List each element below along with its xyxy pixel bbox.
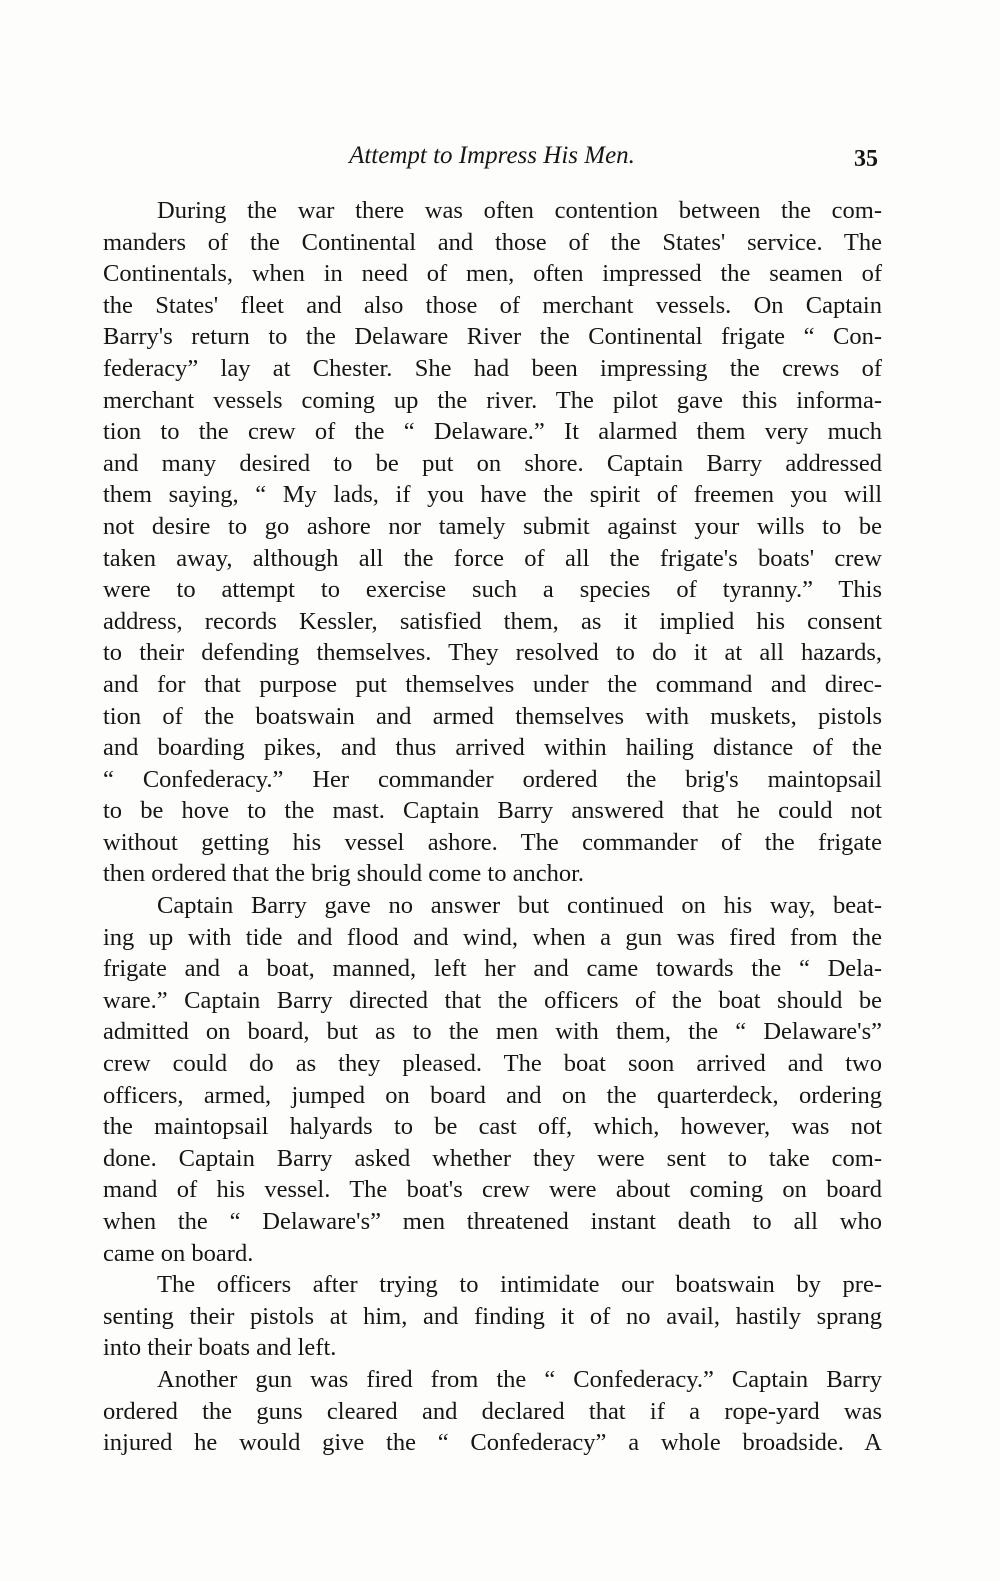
text-line: tion of the boatswain and armed themselves with muskets, pistols — [103, 702, 882, 730]
text-line: frigate and a boat, manned, left her and came towards the “ Dela- — [103, 955, 882, 983]
text-line: officers, armed, jumped on board and on the quarterdeck, ordering — [103, 1081, 882, 1109]
text-line: to be hove to the mast. Captain Barry answered that he could not — [103, 797, 882, 825]
text-line: ing up with tide and flood and wind, when a gun was fired from the — [103, 923, 882, 951]
text-line: federacy” lay at Chester. She had been impressing the crews of — [103, 354, 882, 382]
text-line: to their defending themselves. They resolved to do it at all hazards, — [103, 639, 882, 667]
text-line: injured he would give the “ Confederacy” a whole broadside. A — [103, 1429, 882, 1457]
text-line: and boarding pikes, and thus arrived within hailing distance of the — [103, 734, 882, 762]
paragraph — [103, 195, 882, 890]
text-line: then ordered that the brig should come to anchor. — [103, 860, 585, 888]
text-line: During the war there was often contention between the com- — [157, 197, 882, 224]
text-line: tion to the crew of the “ Delaware.” It alarmed them very much — [103, 418, 882, 446]
body-text — [103, 195, 882, 1459]
page-number: 35 — [854, 146, 878, 172]
text-line: ware.” Captain Barry directed that the officers of the boat should be — [103, 986, 882, 1014]
paragraph — [103, 1269, 882, 1364]
text-line: mand of his vessel. The boat's crew were about coming on board — [103, 1176, 882, 1204]
text-line: senting their pistols at him, and finding it of no avail, hastily sprang — [103, 1302, 882, 1330]
text-line: The officers after trying to intimidate our boatswain by pre- — [157, 1271, 882, 1299]
text-line: admitted on board, but as to the men with them, the “ Delaware's” — [103, 1018, 882, 1046]
text-line: when the “ Delaware's” men threatened instant death to all who — [103, 1208, 882, 1235]
text-line: Continentals, when in need of men, often impressed the seamen of — [103, 260, 882, 288]
text-line: the States' fleet and also those of merchant vessels. On Captain — [103, 291, 882, 319]
text-line: Captain Barry gave no answer but continued on his way, beat- — [157, 892, 882, 920]
paragraph — [103, 1364, 882, 1459]
text-line: taken away, although all the force of all the frigate's boats' crew — [103, 544, 882, 572]
page-header — [100, 142, 884, 176]
text-line: Another gun was fired from the “ Confederacy.” Captain Barry — [157, 1365, 882, 1393]
text-line: the maintopsail halyards to be cast off, which, however, was not — [103, 1113, 882, 1141]
paragraph — [103, 890, 882, 1269]
text-line: ordered the guns cleared and declared that if a rope-yard was — [103, 1397, 882, 1425]
text-line: were to attempt to exercise such a species of tyranny.” This — [103, 576, 882, 604]
text-line: them saying, “ My lads, if you have the spirit of freemen you will — [103, 481, 882, 509]
text-line: crew could do as they pleased. The boat soon arrived and two — [103, 1050, 882, 1078]
text-line: came on board. — [103, 1239, 254, 1267]
text-line: address, records Kessler, satisfied them, as it implied his consent — [103, 607, 882, 635]
text-line: without getting his vessel ashore. The commander of the frigate — [103, 828, 882, 856]
text-line: “ Confederacy.” Her commander ordered the brig's maintopsail — [103, 765, 882, 793]
text-line: done. Captain Barry asked whether they were sent to take com- — [103, 1144, 882, 1172]
text-line: manders of the Continental and those of the States' service. The — [103, 228, 882, 256]
text-line: and for that purpose put themselves under the command and direc- — [103, 670, 882, 698]
text-line: and many desired to be put on shore. Captain Barry addressed — [103, 449, 882, 477]
text-line: into their boats and left. — [103, 1334, 337, 1362]
text-line: merchant vessels coming up the river. The pilot gave this informa- — [103, 386, 882, 414]
text-line: Barry's return to the Delaware River the Continental frigate “ Con- — [103, 323, 882, 351]
running-title: Attempt to Impress His Men. — [349, 142, 635, 169]
text-line: not desire to go ashore nor tamely submit against your wills to be — [103, 512, 882, 540]
